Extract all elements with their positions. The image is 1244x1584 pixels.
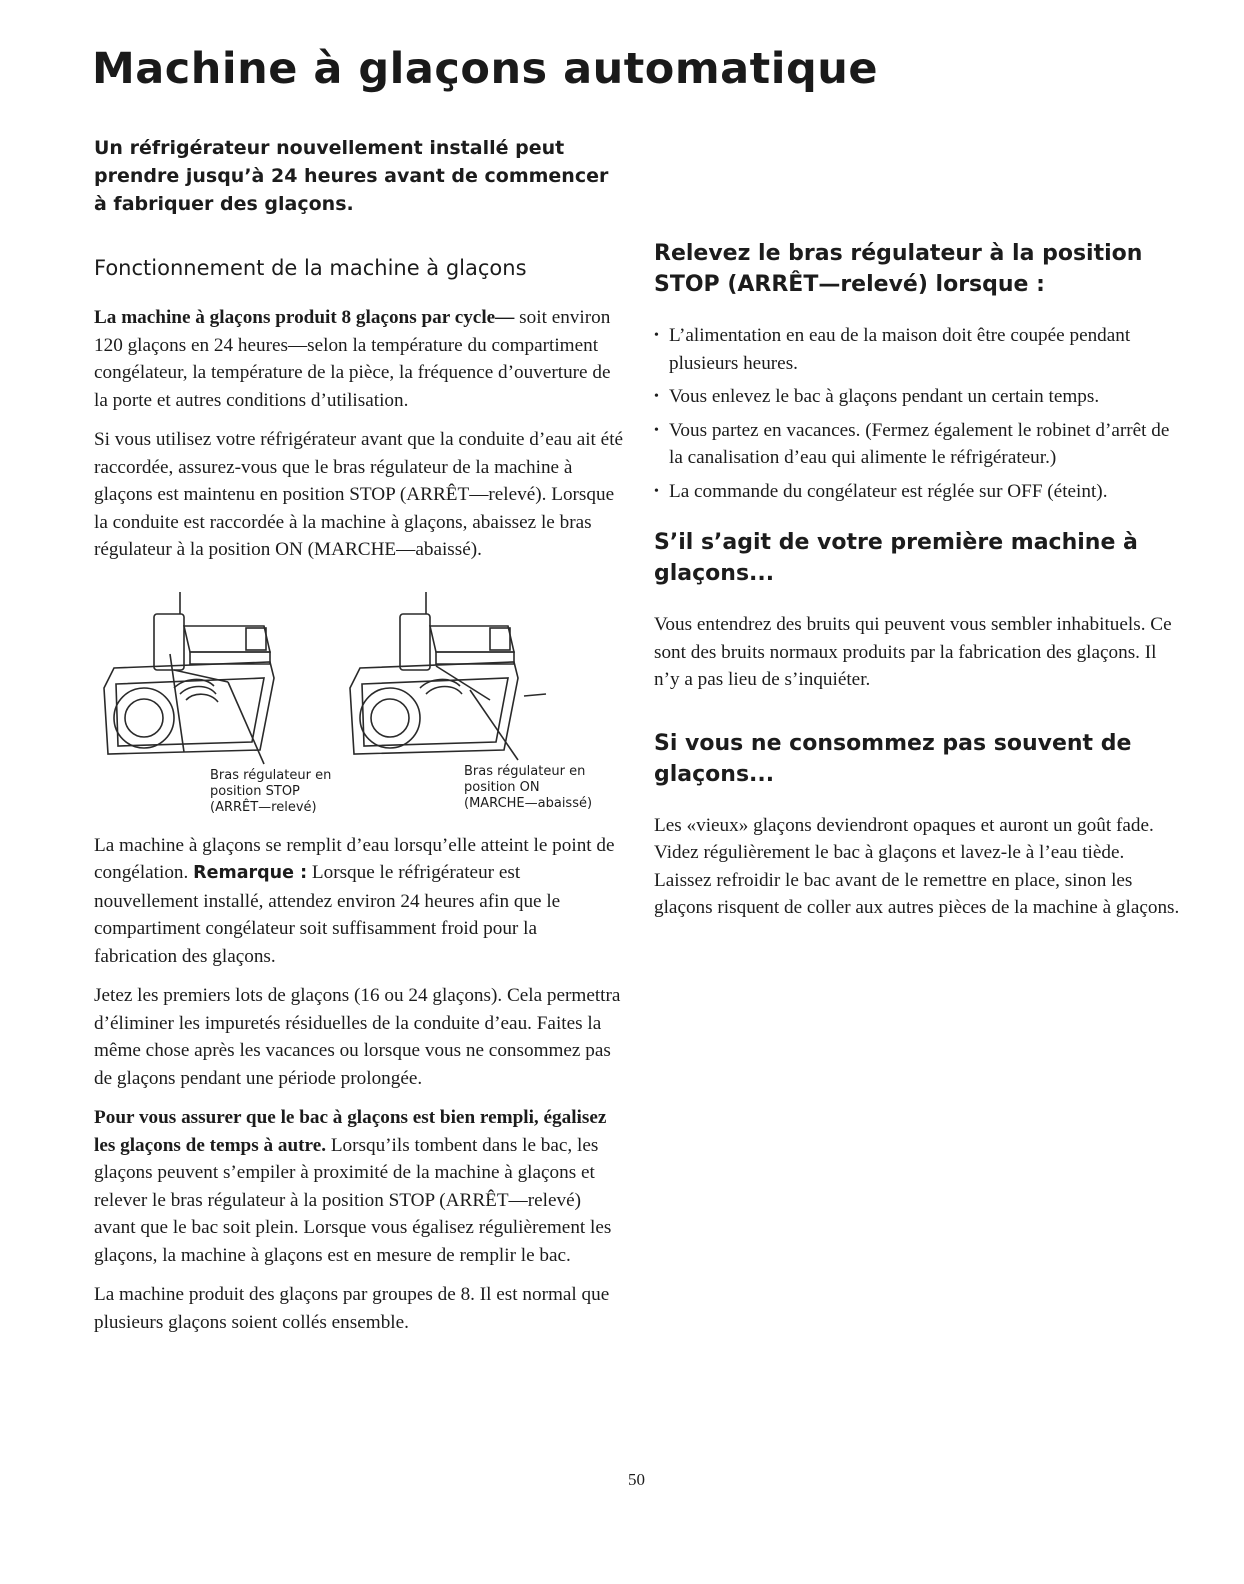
list-item-text: Vous partez en vacances. (Fermez également le robinet d’arrêt de la canalisation d’eau qui alimente le réfrigérateur.): [669, 419, 1170, 468]
note-label: Remarque :: [193, 863, 308, 883]
paragraph-production: [94, 304, 624, 414]
bullet-icon: •: [654, 422, 659, 438]
caption-stop-line: Bras régulateur en: [210, 767, 332, 783]
caption-stop-line: (ARRÊT—relevé): [210, 799, 317, 815]
left-column: [94, 254, 624, 1348]
icemaker-on-drawing: [350, 592, 546, 760]
caption-stop-position: [210, 768, 331, 816]
paragraph-freezing-note: [94, 832, 624, 971]
list-item-text: Vous enlevez le bac à glaçons pendant un certain temps.: [669, 386, 1100, 407]
bullet-icon: •: [654, 483, 659, 499]
list-item-text: La commande du congélateur est réglée sur OFF (éteint).: [669, 480, 1108, 502]
intro-notice: Un réfrigérateur nouvellement installé peut prendre jusqu’à 24 heures avant de commencer à fabriquer des glaçons.: [94, 137, 609, 215]
stop-conditions-list: [654, 322, 1184, 505]
caption-on-line: Bras régulateur en: [464, 763, 586, 779]
paragraph-water-line: Si vous utilisez votre réfrigérateur avant que la conduite d’eau ait été raccordée, assurez-vous que le bras régulateur de la machine à glaçons est maintenu en position STOP (ARRÊT—relevé). Lorsque la conduite est raccordée à la machine à glaçons, abaissez le bras régulateur à la position ON (MARCHE—abaissé).: [94, 429, 624, 560]
section-heading-seldom-use: Si vous ne consommez pas souvent de glaçons...: [654, 730, 1132, 787]
list-item: [654, 478, 1184, 506]
freezing-text: La machine à glaçons se remplit d’eau lorsqu’elle atteint le point de congélation.: [94, 834, 615, 883]
caption-on-line: position ON: [464, 779, 540, 795]
paragraph-groups: La machine produit des glaçons par groupes de 8. Il est normal que plusieurs glaçons soient collés ensemble.: [94, 1284, 610, 1333]
paragraph-noises: Vous entendrez des bruits qui peuvent vous sembler inhabituels. Ce sont des bruits normaux produits par la fabrication des glaçons. Il n’y a pas lieu de s’inquiéter.: [654, 614, 1172, 690]
list-item-text: L’alimentation en eau de la maison doit être coupée pendant plusieurs heures.: [669, 325, 1131, 374]
freezing-note-text: Lorsque le réfrigérateur est nouvellement installé, attendez environ 24 heures afin que le compartiment congélateur soit suffisamment froid pour la fabrication des glaçons.: [94, 862, 561, 967]
caption-on-line: (MARCHE—abaissé): [464, 795, 593, 811]
level-ice-lead: Pour vous assurer que le bac à glaçons est bien rempli, égalisez les glaçons de temps à autre.: [94, 1107, 607, 1156]
section-heading-stop: Relevez le bras régulateur à la position STOP (ARRÊT—relevé) lorsque :: [654, 241, 1143, 297]
icemaker-illustration: [94, 592, 624, 824]
right-column: [654, 238, 1184, 934]
production-text: soit environ 120 glaçons en 24 heures—selon la température du compartiment congélateur, la température de la pièce, la fréquence d’ouverture de la porte et autres conditions d’utilisation.: [94, 307, 611, 411]
bullet-icon: •: [654, 328, 659, 343]
caption-stop-line: position STOP: [210, 783, 300, 799]
paragraph-old-ice: Les «vieux» glaçons deviendront opaques et auront un goût fade. Videz régulièrement le bac à glaçons et lavez-le à l’eau tiède. Laissez refroidir le bac avant de le remettre en place, sinon les glaçons risquent de coller aux autres pièces de la machine à glaçons.: [654, 814, 1180, 918]
paragraph-level-ice: [94, 1104, 624, 1269]
caption-on-position: [464, 764, 592, 812]
level-ice-text: Lorsqu’ils tombent dans le bac, les glaçons peuvent s’empiler à proximité de la machine à glaçons et relever le bras régulateur à la position STOP (ARRÊT—relevé) avant que le bac soit plein. Lorsque vous égalisez régulièrement les glaçons, la machine à glaçons est en mesure de remplir le bac.: [94, 1134, 612, 1266]
page-title: Machine à glaçons automatique: [92, 44, 879, 94]
list-item: [654, 417, 1184, 472]
section-heading-operation: Fonctionnement de la machine à glaçons: [94, 256, 527, 280]
bullet-icon: •: [654, 389, 659, 404]
production-lead: La machine à glaçons produit 8 glaçons par cycle—: [94, 307, 515, 328]
list-item: [654, 383, 1184, 411]
page-number: 50: [628, 1470, 645, 1489]
section-heading-first-icemaker: S’il s’agit de votre première machine à glaçons...: [654, 530, 1138, 586]
icemaker-stop-drawing: [104, 592, 274, 764]
list-item: [654, 322, 1184, 377]
paragraph-discard: Jetez les premiers lots de glaçons (16 ou 24 glaçons). Cela permettra d’éliminer les impuretés résiduelles de la conduite d’eau. Faites la même chose après les vacances ou lorsque vous ne consommez pas de glaçons pendant une période prolongée.: [94, 985, 621, 1089]
